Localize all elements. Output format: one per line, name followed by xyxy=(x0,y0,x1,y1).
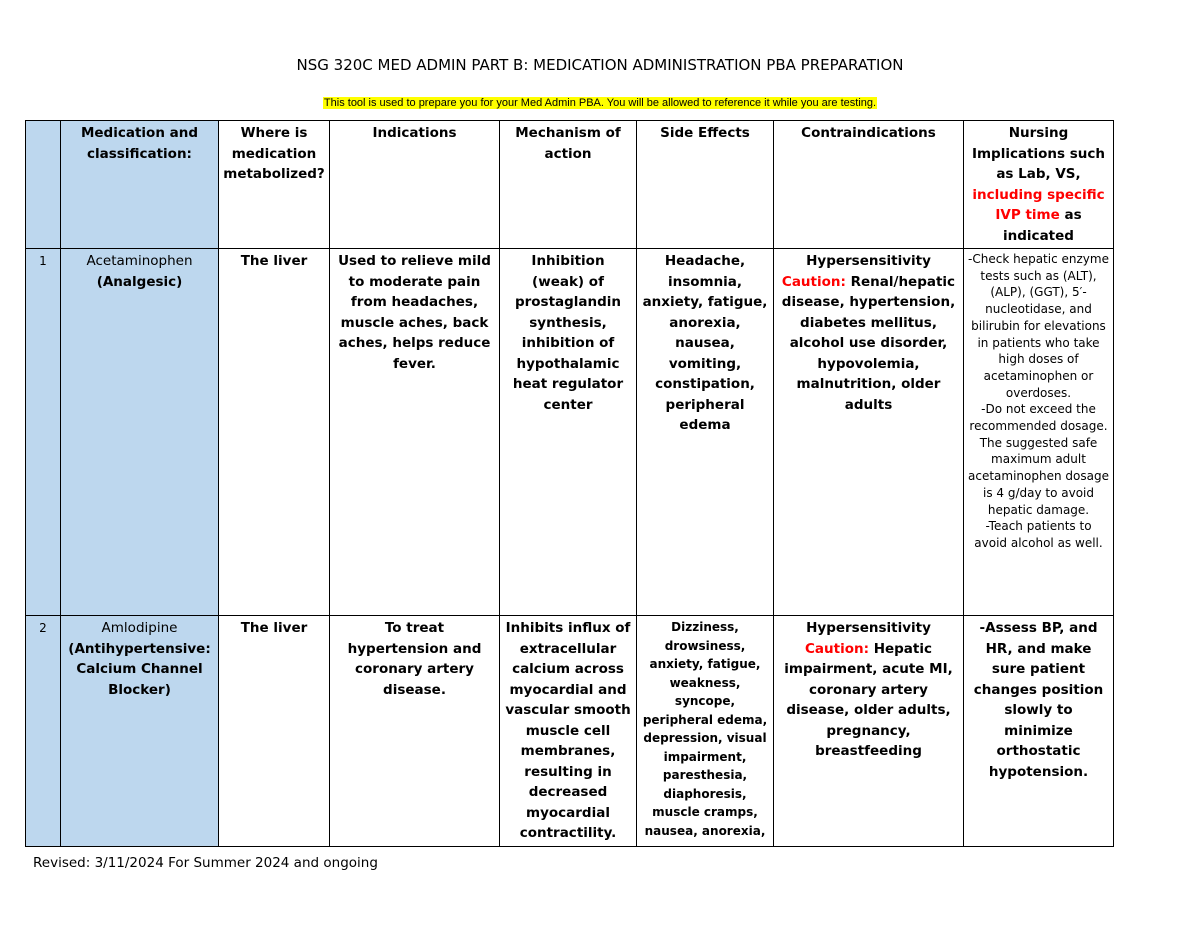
table-row xyxy=(26,616,1114,847)
metabolized-cell: The liver xyxy=(219,616,330,847)
indications-cell: Used to relieve mild to moderate pain from headaches, muscle aches, back aches, helps reduce fever. xyxy=(330,249,500,616)
row-number: 2 xyxy=(26,616,61,847)
document-title: NSG 320C MED ADMIN PART B: MEDICATION ADMINISTRATION PBA PREPARATION xyxy=(296,56,904,74)
table-row xyxy=(26,249,1114,616)
contra-title: Hypersensitivity xyxy=(806,620,931,636)
nursing-item: -Teach patients to avoid alcohol as well. xyxy=(974,519,1103,550)
contraindications-cell xyxy=(774,249,964,616)
highlighted-subtitle: This tool is used to prepare you for your Med Admin PBA. You will be allowed to reference it while you are testing. xyxy=(323,97,877,109)
header-mechanism: Mechanism of action xyxy=(500,121,637,249)
contra-caution-text: Renal/hepatic disease, hypertension, diabetes mellitus, alcohol use disorder, hypovolemia, malnutrition, older adults xyxy=(781,273,956,413)
header-num xyxy=(26,121,61,249)
medication-table xyxy=(25,120,1114,847)
header-nursing-red: including specific IVP time xyxy=(972,186,1105,223)
header-indications: Indications xyxy=(330,121,500,249)
row-number: 1 xyxy=(26,249,61,616)
header-metabolized: Where is medication metabolized? xyxy=(219,121,330,249)
header-medication: Medication and classification: xyxy=(61,121,219,249)
contra-caution-label: Caution: xyxy=(804,640,869,657)
subtitle-container xyxy=(0,91,1200,110)
nursing-item: -Assess BP, and HR, and make sure patient changes position slowly to minimize orthostatic hypotension. xyxy=(973,620,1104,780)
nursing-cell xyxy=(964,616,1114,847)
header-row xyxy=(26,121,1114,249)
side-effects-cell: Headache, insomnia, anxiety, fatigue, anorexia, nausea, vomiting, constipation, peripheral edema xyxy=(637,249,774,616)
nursing-item: -Do not exceed the recommended dosage. The suggested safe maximum adult acetaminophen dosage is 4 g/day to avoid hepatic damage. xyxy=(968,402,1109,517)
contra-caution-text: Hepatic impairment, acute MI, coronary artery disease, older adults, pregnancy, breastfeeding xyxy=(784,640,953,759)
header-nursing-text: Nursing Implications such as Lab, VS, xyxy=(971,125,1106,182)
header-side-effects: Side Effects xyxy=(637,121,774,249)
mechanism-cell: Inhibits influx of extracellular calcium across myocardial and vascular smooth muscle cell membranes, resulting in decreased myocardial contractility. xyxy=(500,616,637,847)
contraindications-cell xyxy=(774,616,964,847)
revision-footer: Revised: 3/11/2024 For Summer 2024 and ongoing xyxy=(33,855,378,871)
medication-class: (Antihypertensive: Calcium Channel Blocker) xyxy=(68,640,211,698)
medication-name: Amlodipine xyxy=(101,620,178,636)
contra-caution-label: Caution: xyxy=(781,273,846,290)
header-nursing-end: as indicated xyxy=(1003,207,1082,244)
medication-cell xyxy=(61,249,219,616)
nursing-item: -Check hepatic enzyme tests such as (ALT), (ALP), (GGT), 5′-nucleotidase, and bilirubin for elevations in patients who take high doses of acetaminophen or overdoses. xyxy=(968,252,1109,400)
indications-cell: To treat hypertension and coronary artery disease. xyxy=(330,616,500,847)
header-nursing xyxy=(964,121,1114,249)
nursing-cell xyxy=(964,249,1114,616)
mechanism-cell: Inhibition (weak) of prostaglandin synthesis, inhibition of hypothalamic heat regulator center xyxy=(500,249,637,616)
medication-name: Acetaminophen xyxy=(86,253,193,269)
side-effects-cell: Dizziness, drowsiness, anxiety, fatigue, weakness, syncope, peripheral edema, depression, visual impairment, paresthesia, diaphoresis, muscle cramps, nausea, anorexia, xyxy=(637,616,774,847)
metabolized-cell: The liver xyxy=(219,249,330,616)
header-contraindications: Contraindications xyxy=(774,121,964,249)
medication-cell xyxy=(61,616,219,847)
medication-class: (Analgesic) xyxy=(96,273,183,290)
contra-title: Hypersensitivity xyxy=(806,253,931,269)
